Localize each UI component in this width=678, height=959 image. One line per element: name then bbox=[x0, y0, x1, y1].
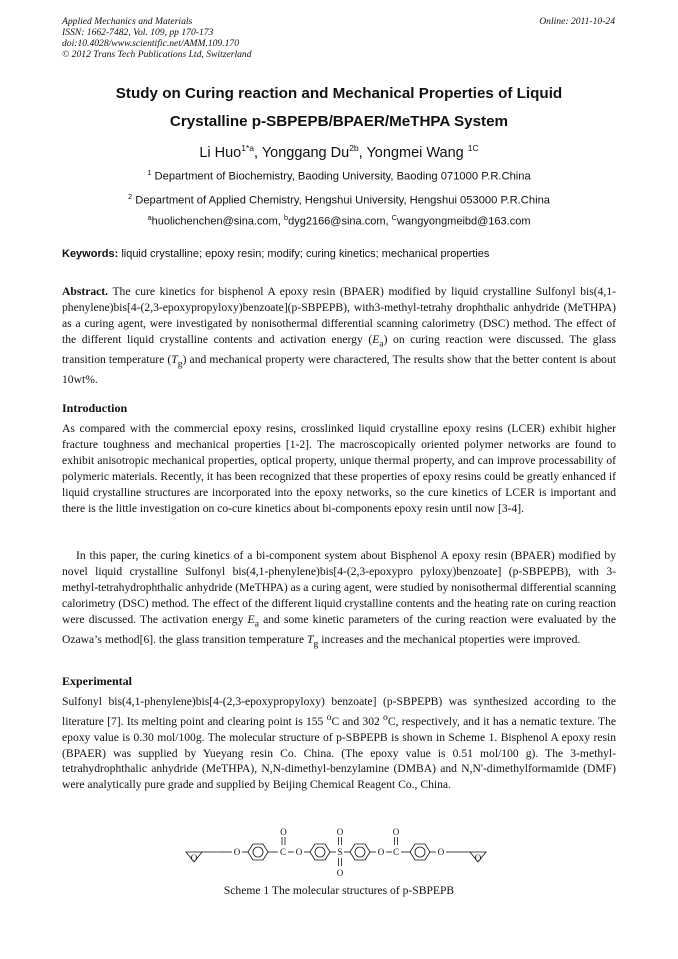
benzene-ring-2 bbox=[310, 844, 330, 860]
doi-line: doi:10.4028/www.scientific.net/AMM.109.170 bbox=[62, 38, 240, 49]
keywords bbox=[62, 248, 617, 260]
abstract-label: Abstract. bbox=[62, 285, 109, 298]
introduction-paragraph-1: As compared with the commercial epoxy resins, crosslinked liquid crystalline epoxy resins (LCER) exhibit higher fracture toughness and mechanical properties [1-2]. The macroscopically oriented polymer networks are found to exhibit anisotropic mechanical properties, optical property, unique thermal property, and can improve processability of polymeric materials. Recently, it has been recognized that these properties of epoxy resins could be greatly enhanced if liquid crystalline structures are incorporated into the epoxy networks, so the cure kinetics of LCER is important and there is the little investigation on co-cure kinetics about bi-components epoxy resin until now [3-4]. bbox=[62, 422, 616, 515]
author-2-sup: 2b bbox=[349, 143, 359, 153]
keywords-label: Keywords: bbox=[62, 248, 119, 260]
sulfonyl-sulfur: S bbox=[337, 847, 343, 857]
carbonyl-oxygen-2: O bbox=[392, 827, 400, 837]
scheme-caption: Scheme 1 The molecular structures of p-SBPEPB bbox=[223, 884, 455, 897]
journal-name: Applied Mechanics and Materials bbox=[62, 16, 193, 27]
author-1: Li Huo bbox=[199, 144, 242, 161]
introduction-heading: Introduction bbox=[62, 401, 128, 415]
email-2: dyg2166@sina.com, bbox=[288, 215, 389, 228]
email-3: wangyongmeibd@163.com bbox=[397, 215, 531, 228]
benzene-ring-1 bbox=[248, 844, 268, 860]
carbonyl-oxygen-1: O bbox=[280, 827, 287, 837]
title-line-1: Study on Curing reaction and Mechanical Properties of Liquid bbox=[115, 85, 563, 102]
ester-oxygen-1: O bbox=[295, 847, 303, 857]
benzene-ring-3 bbox=[350, 844, 370, 860]
email-1: huolichenchen@sina.com, bbox=[151, 215, 281, 228]
affiliation-1: $^1$ Department of Biochemistry, Baoding University, Baoding 071000 P.R.China bbox=[147, 168, 531, 183]
title-line-2: Crystalline p-SBPEPB/BPAER/MeTHPA System bbox=[169, 113, 509, 130]
issn-line: ISSN: 1662-7482, Vol. 109, pp 170-173 bbox=[62, 27, 214, 38]
experimental-paragraph-1: Sulfonyl bis(4,1-phenylene)bis[4-(2,3-epoxypropyloxy) benzoate] (p-SBPEPB) was synthesized according to the literature [7]. Its melting point and clearing point is 155 $^o$C and 302 $^o$C, respectively, and it has a nematic texture. The epoxy value is 0.30 mol/100g. The molecular structure of p-SBPEPB is shown in Scheme 1. Bisphenol A epoxy resin (BPAER) was supplied by Yueyang resin Co. China. (The epoxy value is 0.51 mol/100 g). The 3-methyl-tetrahydrophthalic anhydride (MeTHPA), N,N-dimethyl-benzylamine (DMBA) and N,N'-dimethylformamide (DMF) were analytically pure grade and supplied by Beijing Chemical Reagent Co., China. bbox=[62, 695, 617, 792]
sulfonyl-oxygen-bottom: O bbox=[336, 868, 344, 878]
epoxide-oxygen-right: O bbox=[474, 853, 482, 863]
epoxide-oxygen-left: O bbox=[190, 853, 198, 863]
ester-oxygen-2: O bbox=[377, 847, 385, 857]
keywords-text: liquid crystalline; epoxy resin; modify; curing kinetics; mechanical properties bbox=[121, 248, 490, 260]
author-2: Yonggang Du bbox=[261, 144, 350, 161]
introduction-paragraph-2: In this paper, the curing kinetics of a bi-component system about Bisphenol A epoxy resin (BPAER) modified by novel liquid crystalline Sulfonyl bis(4,1-phenylene)bis[4-(2,3-epoxypro pyloxy)benzoate] (p-SBPEPB), with 3-methyl-tetrahydrophthalic anhydride (MeTHPA) as a curing agent, were studied by nonisothermal differential scanning calorimetry (DSC) method. The effect of the different liquid crystalline contents and the heating rate on curing reaction were discussed. The activation energy $E_a$ and some kinetic parameters of the curing reaction were evaluated by the Ozawa’s method[6]. the glass transition temperature $T_g$ increases and the mechanical ptoperties were improved. bbox=[62, 549, 616, 650]
author-3-sup: 1C bbox=[467, 143, 479, 153]
online-date: Online: 2011-10-24 bbox=[539, 16, 615, 27]
copyright-line: © 2012 Trans Tech Publications Ltd, Switzerland bbox=[62, 49, 252, 60]
experimental-heading: Experimental bbox=[62, 674, 132, 688]
carbonyl-carbon-1: C bbox=[279, 847, 287, 857]
ether-oxygen-1: O bbox=[233, 847, 241, 857]
affiliation-2: $^2$ Department of Applied Chemistry, Hengshui University, Hengshui 053000 P.R.China bbox=[127, 192, 551, 207]
abstract: Abstract. The cure kinetics for bisphenol A epoxy resin (BPAER) modified by liquid crystalline Sulfonyl bis(4,1-phenylene)bis[4-(2,3-epoxypropyloxy)benzoate](p-SBPEPB), with3-methyl-tetrahy drophthalic anhydride (MeTHPA) as a curing agent, were investigated by nonisothermal differential scanning calorimetry (DSC) method. The effect of the different liquid crystalline contents and activation energy $(E_a)$ on curing reaction were discussed. The glass transition temperature $(T_g)$ and mechanical property were charactered, The results show that the better content is about 10wt%. bbox=[62, 285, 616, 387]
molecular-structure-scheme bbox=[180, 824, 500, 882]
author-list: Li Huo$^{1*a}$, Yonggang $Du^{2b}$, Yongmei Wang $^{1C}$ bbox=[199, 143, 479, 161]
sulfonyl-oxygen-top: O bbox=[336, 827, 344, 837]
carbonyl-carbon-2: C bbox=[392, 847, 400, 857]
benzene-ring-4 bbox=[410, 844, 430, 860]
author-3: Yongmei Wang bbox=[366, 144, 464, 161]
paper-title bbox=[62, 80, 616, 136]
author-1-sup: 1*a bbox=[241, 143, 255, 153]
author-emails: $^a$huolichenchen@sina.com, $^b$dyg2166@sina.com, $^C$wangyongmeibd@163.com bbox=[147, 213, 531, 228]
ether-oxygen-2: O bbox=[437, 847, 445, 857]
journal-header bbox=[62, 16, 252, 60]
